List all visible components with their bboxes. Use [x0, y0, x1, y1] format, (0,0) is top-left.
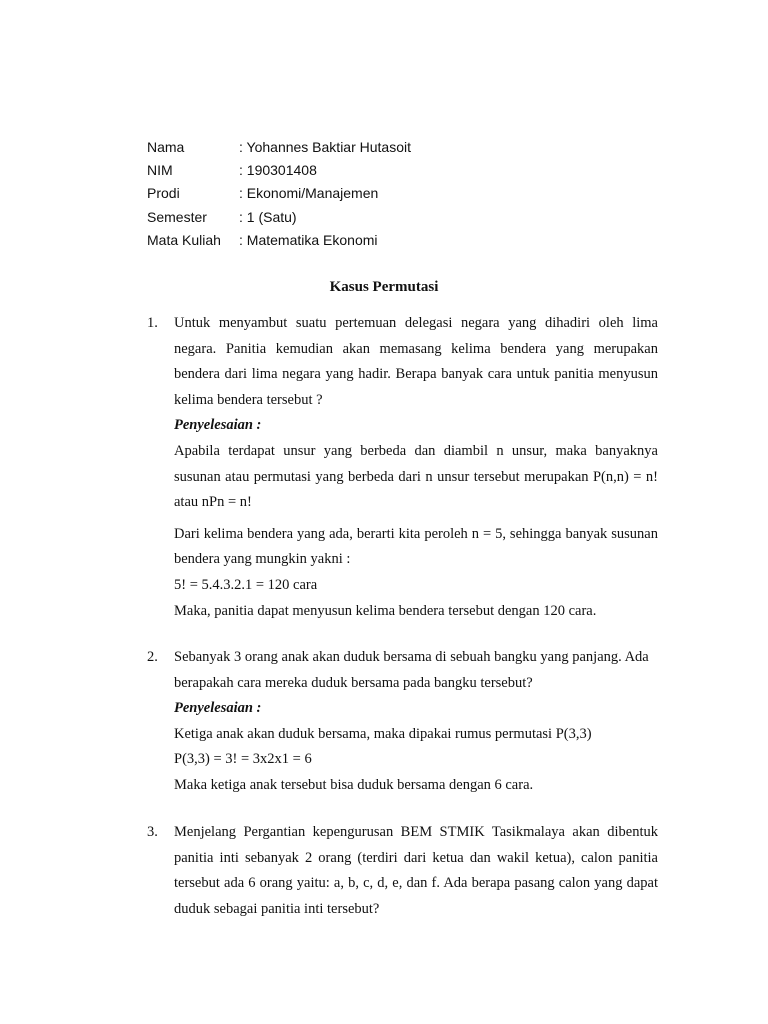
problem-item-3: [147, 820, 658, 922]
info-row-nim: [147, 159, 411, 182]
student-info-block: [147, 136, 411, 252]
question-text: Menjelang Pergantian kepengurusan BEM STMIK Tasikmalaya akan dibentuk panitia inti sebanyak 2 orang (terdiri dari ketua dan wakil ketua), calon panitia tersebut ada 6 orang yaitu: a, b, c, d, e, dan f. Ada berapa pasang calon yang dapat duduk sebagai panitia inti tersebut?: [174, 824, 658, 917]
item-number: 2.: [147, 649, 158, 665]
info-value: : Yohannes Baktiar Hutasoit: [239, 139, 412, 155]
solution-paragraph: Apabila terdapat unsur yang berbeda dan diambil n unsur, maka banyaknya susunan atau permutasi yang berbeda dari n unsur tersebut merupakan P(n,n) = n! atau nPn = n!: [174, 442, 658, 511]
solution-heading: Penyelesaian :: [174, 700, 262, 717]
info-label: Mata Kuliah: [147, 231, 221, 248]
solution-line: Maka, panitia dapat menyusun kelima bendera tersebut dengan 120 cara.: [174, 602, 597, 619]
question-text: Untuk menyambut suatu pertemuan delegasi negara yang dihadiri oleh lima negara. Panitia kemudian akan memasang kelima bendera yang merupakan bendera dari lima negara yang hadir. Berapa banyak cara untuk panitia menyusun kelima bendera tersebut ?: [174, 315, 658, 408]
item-number: 3.: [147, 824, 158, 840]
info-value: : 1 (Satu): [239, 208, 297, 225]
info-row-nama: [147, 136, 411, 159]
item-number: 1.: [147, 315, 158, 331]
info-value: : Ekonomi/Manajemen: [239, 185, 379, 202]
solution-line: Ketiga anak akan duduk bersama, maka dipakai rumus permutasi P(3,3): [174, 725, 592, 742]
info-label: Nama: [147, 139, 185, 155]
info-value: : 190301408: [239, 162, 317, 179]
solution-heading: Penyelesaian :: [174, 417, 262, 434]
problem-item-1: [147, 311, 658, 624]
problem-item-2: [147, 645, 658, 799]
item-content: [174, 820, 658, 922]
solution-line: P(3,3) = 3! = 3x2x1 = 6: [174, 751, 312, 768]
info-value: : Matematika Ekonomi: [239, 231, 378, 248]
document-title: Kasus Permutasi: [329, 279, 439, 295]
item-content: [174, 311, 658, 624]
solution-line: Maka ketiga anak tersebut bisa duduk bersama dengan 6 cara.: [174, 776, 534, 793]
question-text: Sebanyak 3 orang anak akan duduk bersama di sebuah bangku yang panjang. Ada berapakah cara mereka duduk bersama pada bangku tersebut?: [174, 649, 649, 691]
info-row-mata-kuliah: [147, 229, 411, 252]
info-row-semester: [147, 206, 411, 229]
info-label: NIM: [147, 162, 173, 179]
info-row-prodi: [147, 182, 411, 205]
solution-paragraph: Dari kelima bendera yang ada, berarti kita peroleh n = 5, sehingga banyak susunan bendera yang mungkin yakni :: [174, 525, 658, 568]
info-label: Prodi: [147, 185, 180, 202]
item-content: [174, 645, 658, 799]
info-label: Semester: [147, 208, 207, 225]
solution-line: 5! = 5.4.3.2.1 = 120 cara: [174, 576, 318, 593]
